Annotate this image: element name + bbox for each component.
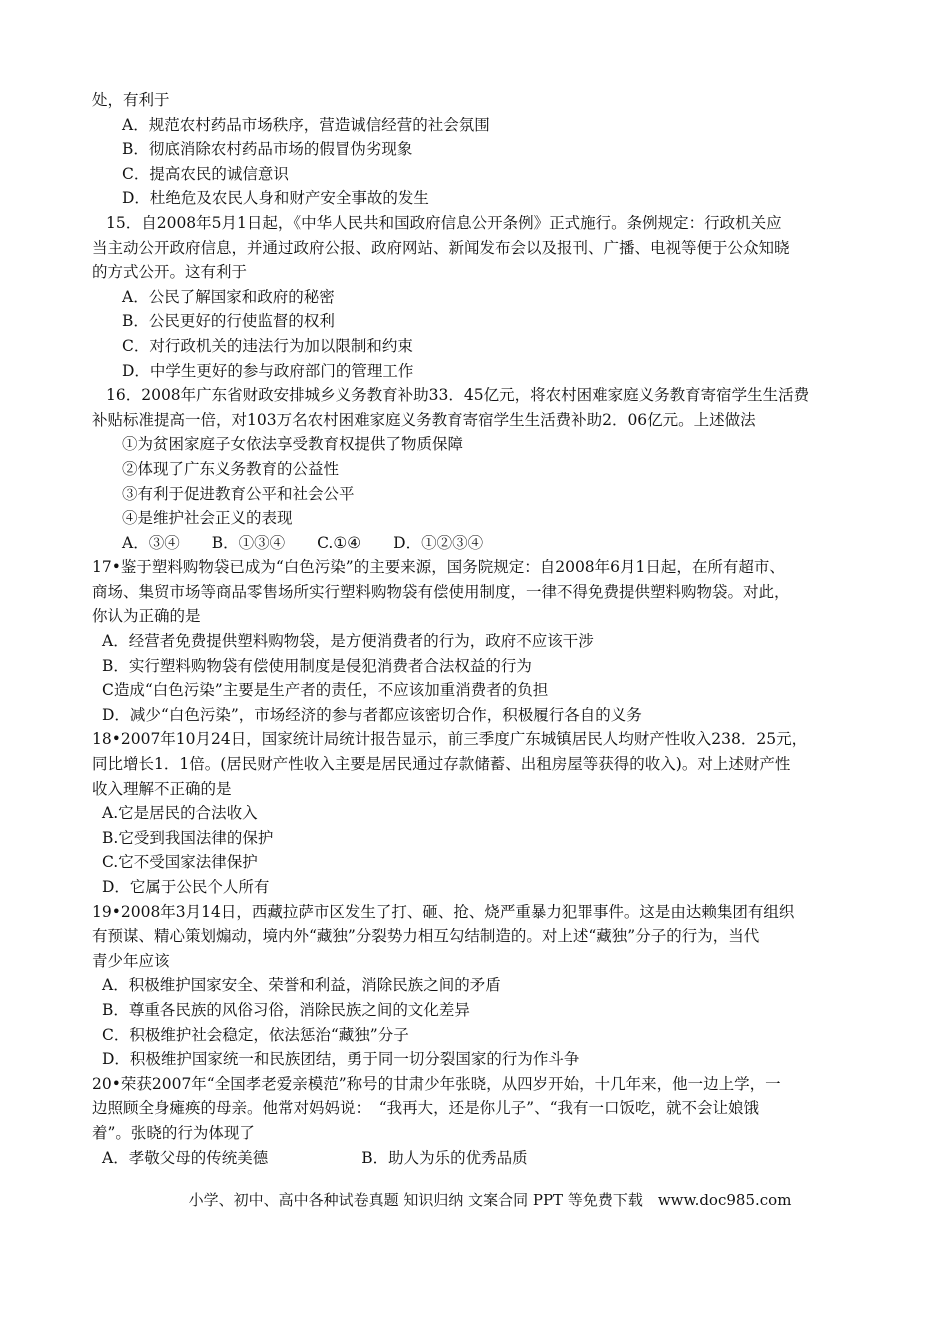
- text-line: B.它受到我国法律的保护: [102, 828, 274, 847]
- text-line: 20•荣获2007年“全国孝老爱亲模范”称号的甘肃少年张晓，从四岁开始，十几年来，他一边上学，一: [92, 1074, 781, 1093]
- text-line: B．实行塑料购物袋有偿使用制度是侵犯消费者合法权益的行为: [102, 656, 532, 675]
- text-line: A．公民了解国家和政府的秘密: [122, 287, 335, 306]
- text-line: ③有利于促进教育公平和社会公平: [122, 484, 355, 503]
- text-line: C.它不受国家法律保护: [102, 853, 258, 872]
- text-line: 着”。张晓的行为体现了: [92, 1123, 255, 1142]
- text-line: A．规范农村药品市场秩序，营造诚信经营的社会氛围: [122, 115, 490, 134]
- text-line: A．经营者免费提供塑料购物袋，是方便消费者的行为，政府不应该干涉: [102, 632, 594, 651]
- answer-option: A．③④: [122, 533, 180, 552]
- text-line: 边照顾全身瘫痪的母亲。他常对妈妈说： “我再大，还是你儿子”、“我有一口饭吃，就不会让娘饿: [92, 1099, 760, 1118]
- text-line: [92, 531, 872, 556]
- text-line: C．提高农民的诚信意识: [122, 164, 289, 183]
- text-line: ②体现了广东义务教育的公益性: [122, 459, 340, 478]
- text-line: ④是维护社会正义的表现: [122, 509, 293, 528]
- text-line: C．积极维护社会稳定，依法惩治“藏独”分子: [102, 1025, 409, 1044]
- text-line: 青少年应该: [92, 951, 170, 970]
- text-line: A．积极维护国家安全、荣誉和利益，消除民族之间的矛盾: [102, 976, 501, 995]
- text-line: ①为贫困家庭子女依法享受教育权提供了物质保障: [122, 435, 464, 454]
- text-line: D．中学生更好的参与政府部门的管理工作: [122, 361, 414, 380]
- text-line: A．孝敬父母的传统美德 B．助人为乐的优秀品质: [102, 1148, 528, 1167]
- text-line: 19•2008年3月14日，西藏拉萨市区发生了打、砸、抢、烧严重暴力犯罪事件。这是由达赖集团有组织: [92, 902, 795, 921]
- document-body: [92, 88, 872, 1170]
- text-line: 有预谋、精心策划煽动，境内外“藏独”分裂势力相互勾结制造的。对上述“藏独”分子的行为，当代: [92, 927, 760, 946]
- text-line: 的方式公开。这有利于: [92, 263, 248, 282]
- text-line: D．积极维护国家统一和民族团结，勇于同一切分裂国家的行为作斗争: [102, 1050, 580, 1069]
- text-line: 当主动公开政府信息，并通过政府公报、政府网站、新闻发布会以及报刊、广播、电视等便于公众知晓: [92, 238, 790, 257]
- text-line: 同比增长1．1倍。(居民财产性收入主要是居民通过存款储蓄、出租房屋等获得的收入)。对上述财产性: [92, 755, 791, 774]
- text-line: 收入理解不正确的是: [92, 779, 232, 798]
- text-line: 15．自2008年5月1日起，《中华人民共和国政府信息公开条例》正式施行。条例规定：行政机关应: [106, 213, 782, 232]
- text-line: 16．2008年广东省财政安排城乡义务教育补助33．45亿元，将农村困难家庭义务教育寄宿学生生活费: [106, 386, 810, 405]
- text-line: C造成“白色污染”主要是生产者的责任，不应该加重消费者的负担: [102, 681, 549, 700]
- text-line: D．杜绝危及农民人身和财产安全事故的发生: [122, 189, 429, 208]
- answer-option: D．①②③④: [393, 533, 484, 552]
- text-line: D．减少“白色污染”，市场经济的参与者都应该密切合作，积极履行各自的义务: [102, 705, 642, 724]
- text-line: B．尊重各民族的风俗习俗，消除民族之间的文化差异: [102, 1000, 470, 1019]
- text-line: B．彻底消除农村药品市场的假冒伪劣现象: [122, 140, 413, 159]
- text-line: 处，有利于: [92, 91, 170, 109]
- text-line: D．它属于公民个人所有: [102, 878, 270, 896]
- text-line: 补贴标准提高一倍，对103万名农村困难家庭义务教育寄宿学生生活费补助2．06亿元。上述做法: [92, 410, 756, 429]
- text-line: A.它是居民的合法收入: [102, 804, 258, 823]
- text-line: 18•2007年10月24日，国家统计局统计报告显示，前三季度广东城镇居民人均财产性收入238．25元，: [92, 730, 808, 749]
- text-line: B．公民更好的行使监督的权利: [122, 312, 335, 331]
- text-line: 你认为正确的是: [92, 607, 201, 626]
- page-footer: 小学、初中、高中各种试卷真题 知识归纳 文案合同 PPT 等免费下载 www.doc985.com: [188, 1191, 792, 1209]
- text-line: 17•鉴于塑料购物袋已成为“白色污染”的主要来源，国务院规定：自2008年6月1日起，在所有超市、: [92, 558, 785, 577]
- text-line: 商场、集贸市场等商品零售场所实行塑料购物袋有偿使用制度，一律不得免费提供塑料购物袋。对此，: [92, 582, 790, 601]
- text-line: C．对行政机关的违法行为加以限制和约束: [122, 336, 413, 355]
- answer-option: C.①④: [317, 533, 362, 552]
- answer-option: B．①③④: [211, 533, 286, 552]
